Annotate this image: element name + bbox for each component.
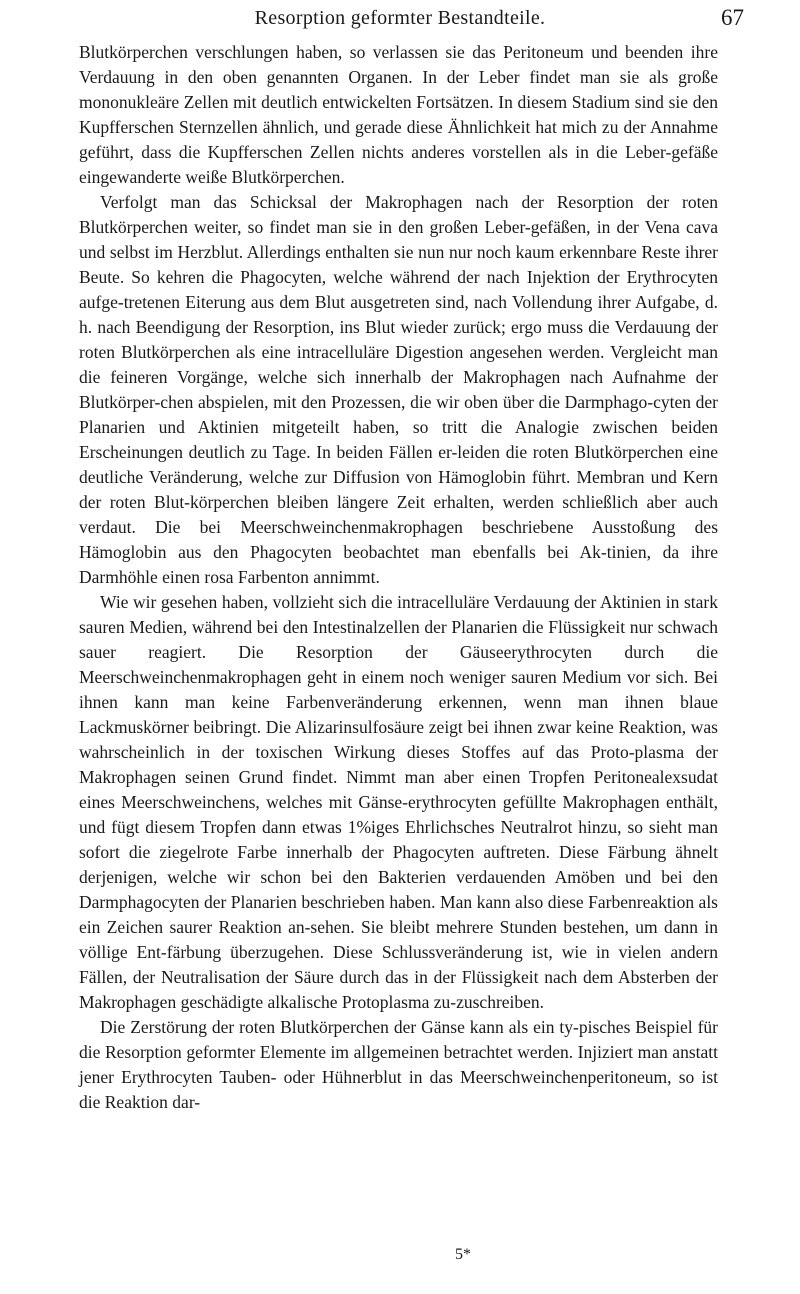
page-number: 67 <box>721 5 744 30</box>
paragraph-1: Blutkörperchen verschlungen haben, so verlassen sie das Peritoneum und beenden ihre Verdauung in den oben genannten Organen. In der Leber findet man sie als große mononukleäre Zellen mit deutlich entwickelten Fortsätzen. In diesem Stadium sind sie den Kupfferschen Sternzellen ähnlich, und gerade diese Ähnlichkeit hat mich zu der Annahme geführt, dass die Kupfferschen Zellen nichts anderes vorstellen als in die Leber-gefäße eingewanderte weiße Blutkörperchen. <box>79 42 718 187</box>
signature-mark: 5* <box>455 1246 471 1263</box>
paragraph-4: Die Zerstörung der roten Blutkörperchen der Gänse kann als ein ty-pisches Beispiel für die Resorption geformter Elemente im allgemeinen betrachtet werden. Injiziert man anstatt jener Erythrocyten Tauben- oder Hühnerblut in das Meerschweinchenperitoneum, so ist die Reaktion dar- <box>79 1017 718 1112</box>
running-head <box>0 6 800 30</box>
paragraph-2: Verfolgt man das Schicksal der Makrophagen nach der Resorption der roten Blutkörperchen weiter, so findet man sie in den großen Leber-gefäßen, in der Vena cava und selbst im Herzblut. Allerdings enthalten sie nun nur noch kaum erkennbare Reste ihrer Beute. So kehren die Phagocyten, welche während der nach Injektion der Erythrocyten aufge-tretenen Eiterung aus dem Blut ausgetreten sind, nach Vollendung ihrer Aufgabe, d. h. nach Beendigung der Resorption, ins Blut wieder zurück; ergo muss die Verdauung der roten Blutkörperchen als eine intracelluläre Digestion angesehen werden. Vergleicht man die feineren Vorgänge, welche sich innerhalb der Makrophagen nach Aufnahme der Blutkörper-chen abspielen, mit den Prozessen, die wir oben über die Darmphago-cyten der Planarien und Aktinien mitgeteilt haben, so tritt die Analogie zwischen beiden Erscheinungen deutlich zu Tage. In beiden Fällen er-leiden die roten Blutkörperchen eine deutliche Veränderung, welche zur Diffusion von Hämoglobin führt. Membran und Kern der roten Blut-körperchen bleiben längere Zeit erhalten, werden schließlich aber auch verdaut. Die bei Meerschweinchenmakrophagen beschriebene Ausstoßung des Hämoglobin aus den Phagocyten beobachtet man ebenfalls bei Ak-tinien, da ihre Darmhöhle einen rosa Farbenton annimmt. <box>79 192 718 587</box>
paragraph-3: Wie wir gesehen haben, vollzieht sich die intracelluläre Verdauung der Aktinien in stark sauren Medien, während bei den Intestinalzellen der Planarien die Flüssigkeit nur schwach sauer reagiert. Die Resorption der Gäuseerythrocyten durch die Meerschweinchenmakrophagen geht in einem noch weniger sauren Medium vor sich. Bei ihnen kann man keine Farbenveränderung erkennen, wenn man ihnen blaue Lackmuskörner beibringt. Die Alizarinsulfosäure zeigt bei ihnen zwar keine Reaktion, was wahrscheinlich in der toxischen Wirkung dieses Stoffes auf das Proto-plasma der Makrophagen seinen Grund findet. Nimmt man aber einen Tropfen Peritonealexsudat eines Meerschweinchens, welches mit Gänse-erythrocyten gefüllte Makrophagen enthält, und fügt diesem Tropfen dann etwas 1%iges Ehrlichsches Neutralrot hinzu, so sieht man sofort die ziegelrote Farbe innerhalb der Phagocyten auftreten. Diese Färbung ähnelt derjenigen, welche wir schon bei den Bakterien verdauenden Amöben und bei den Darmphagocyten der Planarien beschrieben haben. Man kann also diese Farbenreaktion als ein Zeichen saurer Reaktion an-sehen. Sie bleibt mehrere Stunden bestehen, um dann in völlige Ent-färbung überzugehen. Diese Schlussveränderung ist, wie in vielen andern Fällen, der Neutralisation der Säure durch das in der Flüssigkeit nach dem Absterben der Makrophagen geschädigte alkalische Protoplasma zu-zuschreiben. <box>79 592 718 1012</box>
running-title: Resorption geformter Bestandteile. <box>254 7 546 29</box>
body-text <box>79 40 718 1115</box>
